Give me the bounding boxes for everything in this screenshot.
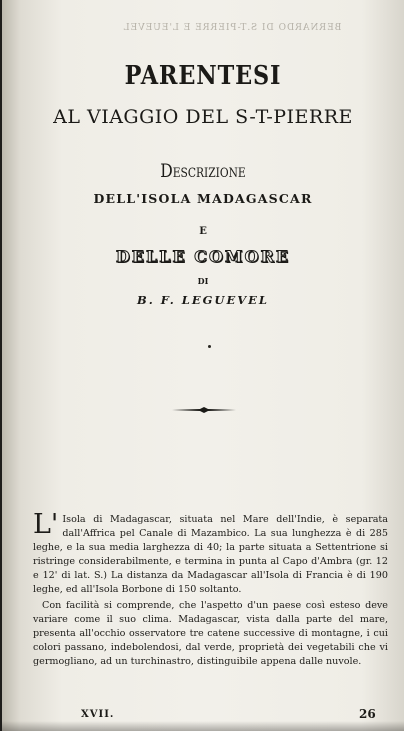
heading-descrizione [38,160,368,182]
ornamental-divider [172,407,236,413]
subtitle-viaggio: AL VIAGGIO DEL S-T-PIERRE [53,106,353,128]
signature-mark: XVII. [81,709,115,720]
book-page [2,0,404,731]
paragraph-1 [33,509,388,598]
conjunction-e: E [199,226,207,237]
running-head-bleedthrough: BERNARDO DI S.T-PIERRE E L'EUEVEL [122,23,342,33]
paragraph-2: Con facilità si comprende, che l'aspetto d'un paese così esteso deve variare come il suo clima. Madagascar, vista dalla parte del mare, presenta all'occhio osservatore tre catene successive di montagne, i cui colori passano, indebolendosi, dal verde, proprietà dei vegetabili che vi germogliano, ad un turchinastro, distinguibile appena dalle nuvole. [33,600,388,668]
heading-isola-madagascar: DELL'ISOLA MADAGASCAR [93,191,313,206]
page-number: 26 [359,707,376,721]
heading-delle-comore: DELLE COMORE [115,247,291,266]
page-bottom-shadow [2,721,404,731]
author-name: B. F. LEGUEVEL [137,293,269,307]
by-di: DI [197,276,209,286]
paragraph-1-text: Isola di Madagascar, situata nel Mare dell'Indie, è separata dall'Affrica pel Canale di Mazambico. La sua lunghezza è di 285 leghe, e la sua media larghezza di 40; la parte situata a Settentrione si ristringe considerabilmente, e termina in punta al Capo d'Ambra (gr. 12 e 12' di lat. S.) La distanza da Madagascar all'Isola di Francia è di 190 leghe, ed all'Isola Borbone di 150 soltanto. [33,514,388,596]
ornament-dot [208,345,211,348]
title-parentesi: PARENTESI [124,61,282,91]
descrizione-text: Descrizione [160,160,246,182]
drop-cap: L' [33,509,59,540]
